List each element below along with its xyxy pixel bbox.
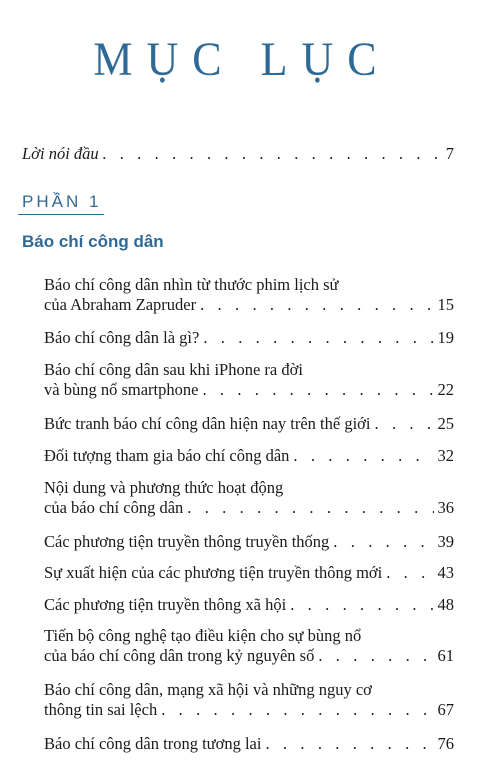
toc-entry-line1: Báo chí công dân nhìn từ thước phim lịch sử: [44, 275, 339, 294]
toc-page-number: 48: [437, 595, 454, 614]
toc-entry-line2: của báo chí công dân: [44, 498, 184, 517]
toc-page-number: 43: [437, 563, 454, 582]
dot-leader: [375, 414, 434, 434]
toc-entry[interactable]: [44, 563, 454, 583]
toc-entry-label: Lời nói đầu: [22, 144, 99, 163]
toc-entry[interactable]: [44, 478, 454, 518]
toc-entry-preface[interactable]: [22, 144, 454, 164]
toc-entry[interactable]: [44, 275, 454, 315]
toc-entry-line1: Báo chí công dân, mạng xã hội và những nguy cơ: [44, 680, 372, 699]
dot-leader: [293, 446, 433, 466]
toc-page-number: 76: [437, 734, 454, 753]
dot-leader: [200, 295, 433, 315]
toc-page-number: 22: [437, 380, 454, 399]
toc-entry-line1: Báo chí công dân sau khi iPhone ra đời: [44, 360, 303, 379]
dot-leader: [187, 498, 433, 518]
toc-entry-label: Báo chí công dân là gì?: [44, 328, 200, 347]
toc-page-number: 61: [437, 646, 454, 665]
toc-entry-label: Đối tượng tham gia báo chí công dân: [44, 446, 290, 465]
toc-entry-line2: và bùng nổ smartphone: [44, 380, 199, 399]
dot-leader: [333, 532, 433, 552]
toc-entry-label: Sự xuất hiện của các phương tiện truyền thông mới: [44, 563, 383, 582]
page-title: MỤC LỤC: [93, 33, 391, 86]
part-label: PHẦN 1: [22, 192, 102, 211]
section-title: Báo chí công dân: [22, 232, 164, 251]
dot-leader: [202, 380, 433, 400]
toc-entry[interactable]: [44, 360, 454, 400]
toc-entry[interactable]: [44, 446, 454, 466]
dot-leader: [290, 595, 433, 615]
toc-page-number: 7: [445, 144, 454, 163]
dot-leader: [161, 700, 433, 720]
toc-page-number: 15: [437, 295, 454, 314]
toc-entry-line2: của báo chí công dân trong kỷ nguyên số: [44, 646, 315, 665]
toc-entry[interactable]: [44, 595, 454, 615]
toc-page-number: 19: [437, 328, 454, 347]
toc-entry-label: Bức tranh báo chí công dân hiện nay trên thế giới: [44, 414, 371, 433]
dot-leader: [203, 328, 433, 348]
toc-entry[interactable]: [44, 734, 454, 754]
dot-leader: [386, 563, 433, 583]
toc-entry[interactable]: [44, 532, 454, 552]
part-underline: [18, 214, 104, 215]
toc-entry-label: Các phương tiện truyền thông xã hội: [44, 595, 287, 614]
toc-entry[interactable]: [44, 328, 454, 348]
toc-entry[interactable]: [44, 680, 454, 720]
toc-entry-label: Báo chí công dân trong tương lai: [44, 734, 262, 753]
toc-entry-line1: Nội dung và phương thức hoạt động: [44, 478, 284, 497]
toc-entry-line1: Tiến bộ công nghệ tạo điều kiện cho sự bùng nổ: [44, 626, 362, 645]
dot-leader: [318, 646, 433, 666]
toc-page-number: 32: [437, 446, 454, 465]
toc-entry[interactable]: [44, 626, 454, 666]
toc-entry-label: Các phương tiện truyền thông truyền thống: [44, 532, 330, 551]
toc-page-number: 36: [437, 498, 454, 517]
toc-entry[interactable]: [44, 414, 454, 434]
toc-page-number: 39: [437, 532, 454, 551]
dot-leader: [265, 734, 433, 754]
dot-leader: [103, 144, 442, 164]
toc-page-number: 67: [437, 700, 454, 719]
toc-page-number: 25: [437, 414, 454, 433]
toc-entry-line2: thông tin sai lệch: [44, 700, 158, 719]
toc-entry-line2: của Abraham Zapruder: [44, 295, 197, 314]
